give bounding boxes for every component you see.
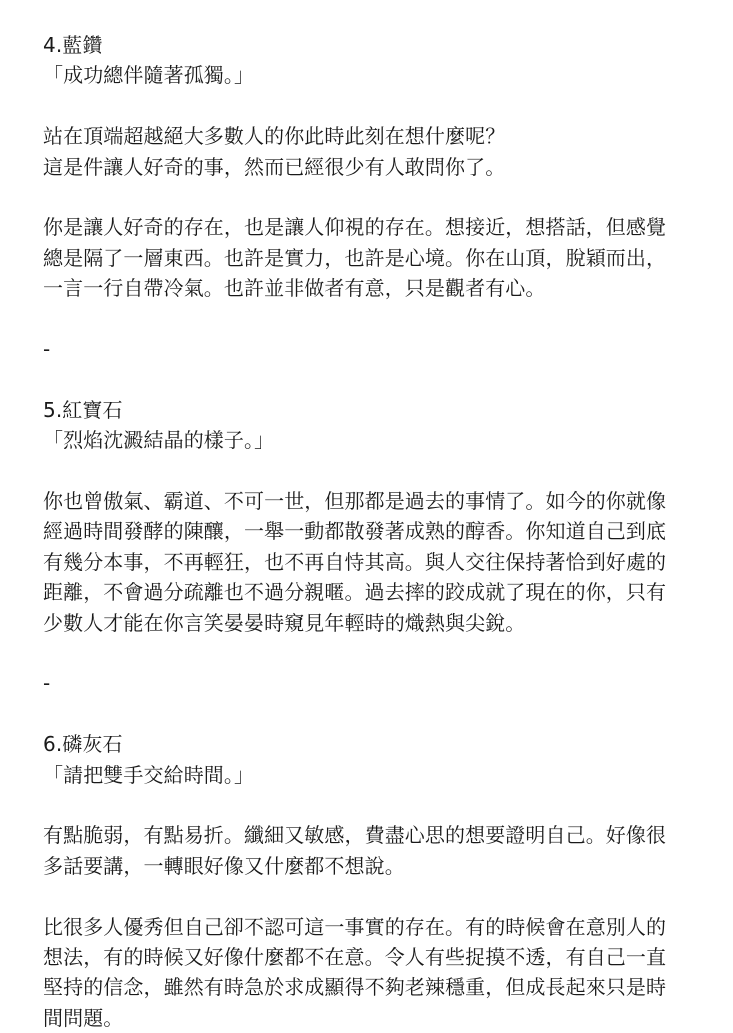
section-separator: - bbox=[43, 337, 51, 362]
paragraph-line: 想法，有的時候又好像什麼都不在意。令人有些捉摸不透，有自己一直 bbox=[43, 945, 667, 970]
section-heading: 5.紅寶石 bbox=[43, 397, 123, 422]
paragraph-line: 總是隔了一層東西。也許是實力，也許是心境。你在山頂，脫穎而出， bbox=[43, 245, 667, 270]
paragraph-line: 站在頂端超越絕大多數人的你此時此刻在想什麼呢？ bbox=[43, 124, 506, 149]
section-separator: - bbox=[43, 671, 51, 696]
paragraph-line: 一言一行自帶冷氣。也許並非做者有意，只是觀者有心。 bbox=[43, 276, 546, 301]
section-quote: 「成功總伴隨著孤獨。」 bbox=[43, 63, 255, 88]
section-heading: 6.磷灰石 bbox=[43, 732, 123, 757]
paragraph-line: 有點脆弱，有點易折。纖細又敏感，費盡心思的想要證明自己。好像很 bbox=[43, 823, 667, 848]
paragraph-line: 你也曾傲氣、霸道、不可一世，但那都是過去的事情了。如今的你就像 bbox=[43, 489, 667, 514]
section-ruby bbox=[43, 395, 693, 638]
section-apatite bbox=[43, 729, 693, 1033]
paragraph-line: 多話要講，一轉眼好像又什麼都不想說。 bbox=[43, 853, 405, 878]
paragraph-line: 間問題。 bbox=[43, 1005, 124, 1030]
section-quote: 「烈焰沈澱結晶的樣子。」 bbox=[43, 428, 275, 453]
paragraph-line: 距離，不會過分疏離也不過分親暱。過去摔的跤成就了現在的你，只有 bbox=[43, 580, 667, 605]
paragraph-line: 有幾分本事，不再輕狂，也不再自恃其高。與人交往保持著恰到好處的 bbox=[43, 549, 667, 574]
section-blue-diamond bbox=[43, 30, 693, 304]
section-heading: 4.藍鑽 bbox=[43, 33, 103, 57]
paragraph-line: 比很多人優秀但自己卻不認可這一事實的存在。有的時候會在意別人的 bbox=[43, 914, 667, 939]
paragraph-line: 少數人才能在你言笑晏晏時窺見年輕時的熾熱與尖銳。 bbox=[43, 610, 526, 635]
section-quote: 「請把雙手交給時間。」 bbox=[43, 762, 255, 787]
paragraph-line: 堅持的信念，雖然有時急於求成顯得不夠老辣穩重，但成長起來只是時 bbox=[43, 975, 667, 1000]
paragraph-line: 這是件讓人好奇的事，然而已經很少有人敢問你了。 bbox=[43, 154, 506, 179]
paragraph-line: 你是讓人好奇的存在，也是讓人仰視的存在。想接近，想搭話，但感覺 bbox=[43, 215, 667, 240]
paragraph-line: 經過時間發酵的陳釀，一舉一動都散發著成熟的醇香。你知道自己到底 bbox=[43, 519, 667, 544]
